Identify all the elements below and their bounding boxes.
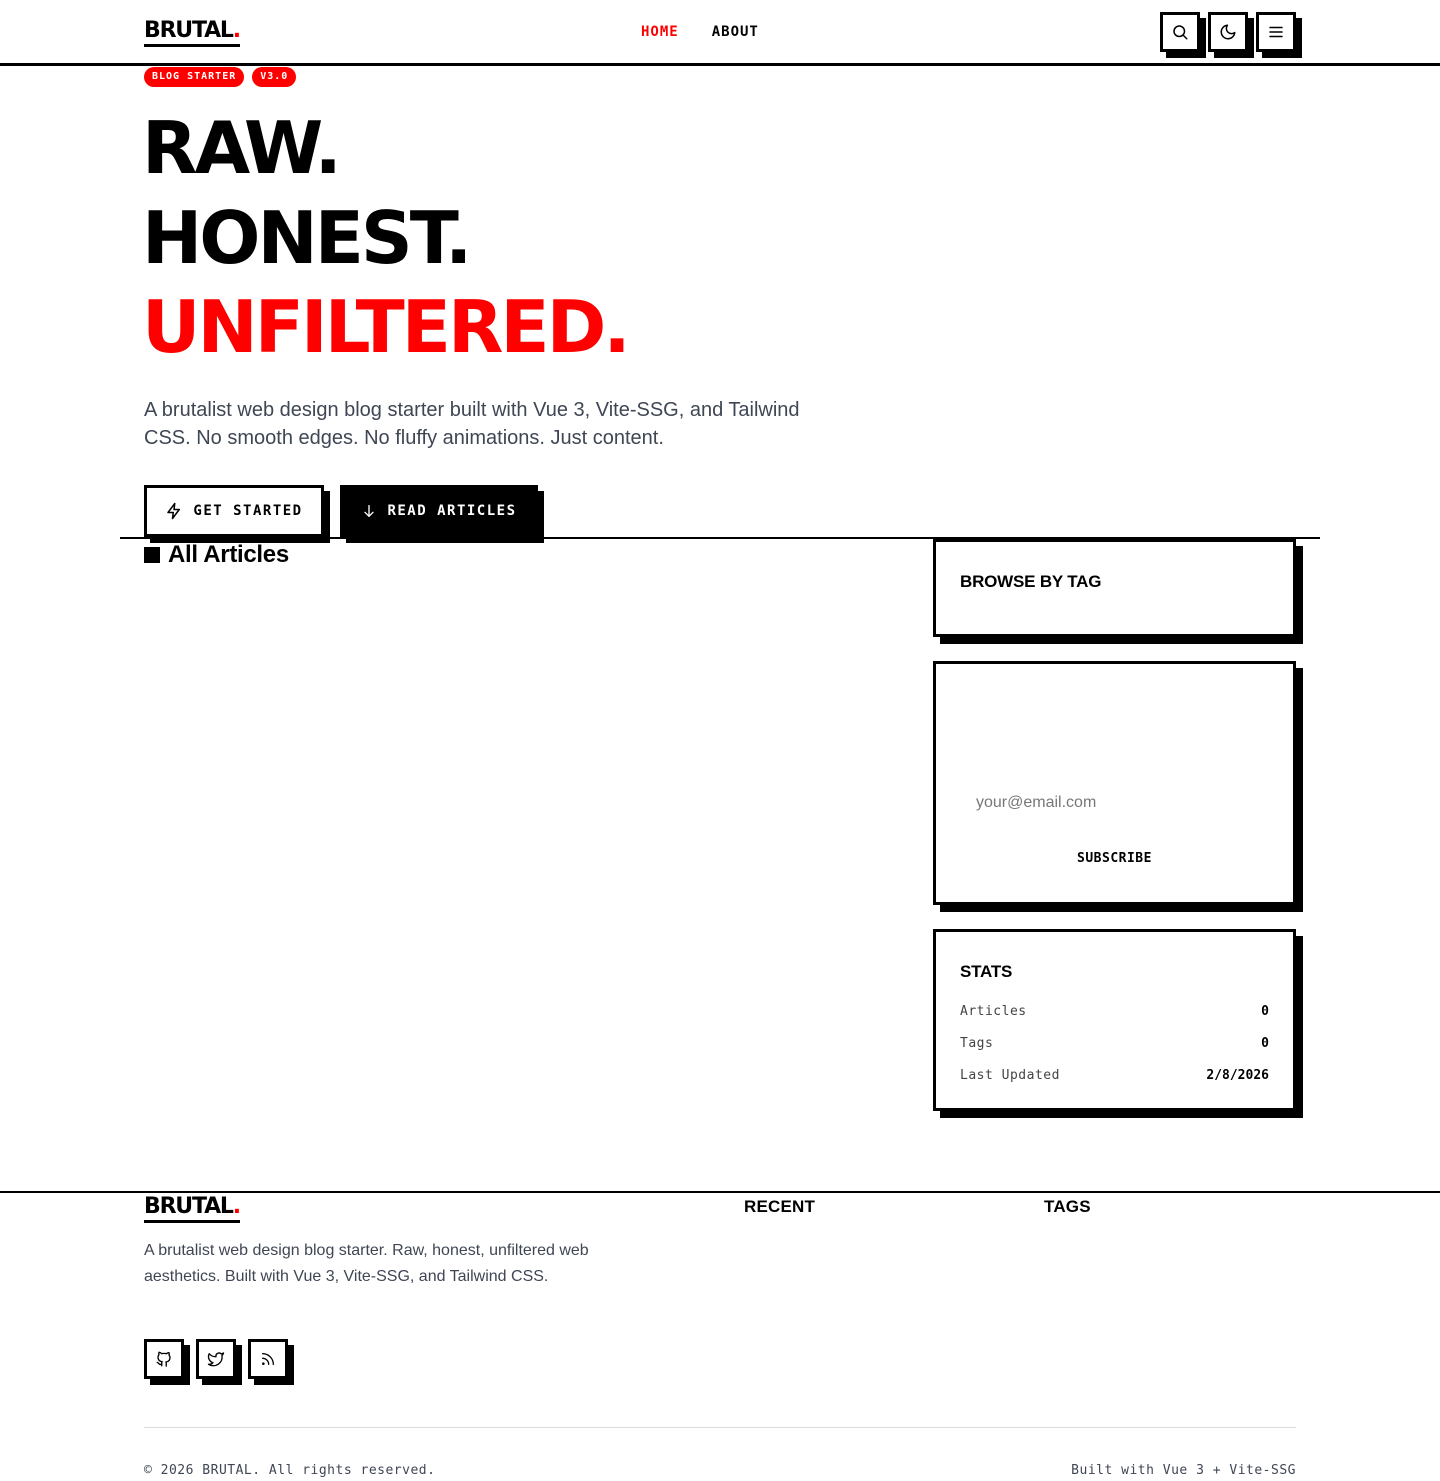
moon-icon (1219, 23, 1237, 41)
lightning-icon (165, 502, 183, 520)
email-input[interactable]: your@email.com (976, 794, 1097, 811)
hero-badges (144, 67, 296, 87)
stat-value: 2/8/2026 (1206, 1068, 1269, 1083)
logo-dot: . (232, 18, 240, 43)
all-articles-heading (144, 541, 289, 569)
square-bullet-icon (144, 547, 160, 563)
nav-home-link[interactable]: HOME (641, 24, 679, 40)
search-button[interactable] (1160, 12, 1200, 52)
copyright-text: © 2026 BRUTAL. All rights reserved. (144, 1463, 436, 1478)
footer-recent-heading: RECENT (744, 1197, 816, 1216)
menu-button[interactable] (1256, 12, 1296, 52)
stat-row-articles (960, 1004, 1269, 1019)
footer-logo-dot: . (232, 1194, 240, 1219)
footer-description: A brutalist web design blog starter. Raw, honest, unfiltered web aesthetics. Built with Vue 3, Vite-SSG, and Tailwind CSS. (144, 1242, 589, 1285)
read-articles-label: READ ARTICLES (387, 503, 517, 519)
hero-description: A brutalist web design blog starter built with Vue 3, Vite-SSG, and Tailwind CSS. No smooth edges. No fluffy animations. Just content. (144, 399, 800, 449)
github-icon (155, 1350, 173, 1368)
logo-text: BRUTAL (144, 18, 233, 43)
stat-value: 0 (1261, 1036, 1269, 1051)
newsletter-card (933, 661, 1296, 905)
arrow-down-icon (361, 503, 377, 519)
footer-border (0, 1191, 1440, 1193)
hero-line-unfiltered: UNFILTERED. (142, 285, 628, 369)
site-header (0, 0, 1440, 66)
get-started-label: GET STARTED (193, 503, 303, 519)
stat-label: Tags (960, 1036, 994, 1051)
browse-by-tag-title: BROWSE BY TAG (960, 572, 1102, 591)
footer-tags-heading: TAGS (1044, 1197, 1091, 1216)
stat-row-last-updated (960, 1068, 1269, 1083)
stats-title: STATS (960, 962, 1013, 981)
read-articles-button[interactable] (340, 485, 538, 537)
stat-value: 0 (1261, 1004, 1269, 1019)
nav-about-link[interactable]: ABOUT (711, 24, 759, 40)
stat-label: Last Updated (960, 1068, 1060, 1083)
all-articles-title: All Articles (168, 541, 289, 568)
github-link[interactable] (144, 1339, 184, 1379)
twitter-link[interactable] (196, 1339, 236, 1379)
version-badge: V3.0 (252, 67, 296, 87)
blog-starter-badge: BLOG STARTER (144, 67, 244, 87)
get-started-button[interactable] (144, 485, 324, 537)
subscribe-button[interactable]: SUBSCRIBE (1077, 851, 1152, 866)
stat-label: Articles (960, 1004, 1027, 1019)
rss-link[interactable] (248, 1339, 288, 1379)
browse-by-tag-card (933, 539, 1296, 637)
main-nav (641, 24, 759, 40)
footer-divider (144, 1427, 1296, 1428)
twitter-icon (207, 1350, 225, 1368)
menu-icon (1267, 23, 1285, 41)
footer-logo-text: BRUTAL (144, 1194, 233, 1219)
hero-line-honest: HONEST. (142, 196, 470, 280)
theme-toggle-button[interactable] (1208, 12, 1248, 52)
site-logo[interactable] (144, 19, 240, 47)
built-with-text: Built with Vue 3 + Vite-SSG (1071, 1463, 1296, 1478)
search-icon (1171, 23, 1189, 41)
stat-row-tags (960, 1036, 1269, 1051)
footer-logo[interactable] (144, 1195, 240, 1223)
hero-line-raw: RAW. (142, 106, 339, 190)
stats-card (933, 929, 1296, 1111)
rss-icon (260, 1351, 276, 1367)
